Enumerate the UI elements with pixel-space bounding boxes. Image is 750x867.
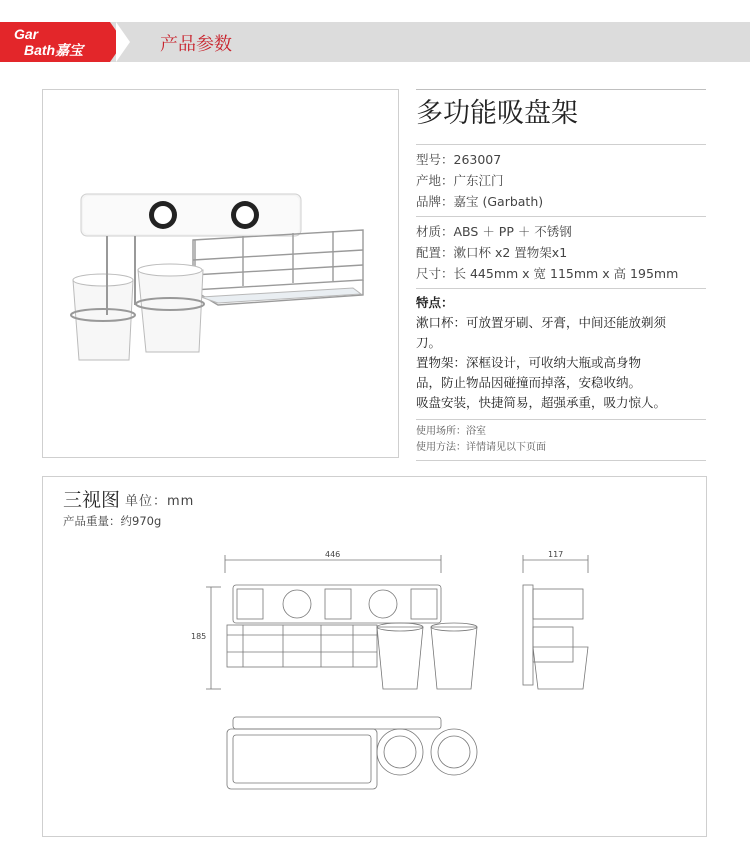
spec-origin: 产地：广东江门 — [416, 173, 504, 188]
usage-place: 使用场所：浴室 — [416, 426, 486, 437]
product-photo — [43, 90, 400, 459]
logo-text-bath: Bath嘉宝 — [24, 42, 84, 58]
divider — [416, 216, 706, 217]
spec-size: 尺寸：长 445mm x 宽 115mm x 高 195mm — [416, 266, 679, 281]
feature-line: 刀。 — [416, 335, 442, 350]
logo-text-gar: Gar — [14, 26, 39, 42]
feature-line: 品，防止物品因碰撞而掉落，安稳收纳。 — [416, 375, 642, 390]
logo-arrow-divider — [116, 22, 130, 62]
technical-drawing — [43, 477, 708, 838]
features-heading: 特点： — [416, 295, 454, 310]
garbath-logo — [0, 22, 110, 62]
spec-column — [416, 89, 706, 465]
feature-line: 漱口杯：可放置牙刷、牙膏，中间还能放剃须 — [416, 315, 667, 330]
spec-top-divider — [416, 89, 706, 90]
dim-width-label: 446 — [325, 550, 341, 559]
product-photo-panel — [42, 89, 399, 458]
usage-method: 使用方法：详情请见以下页面 — [416, 442, 546, 453]
spec-config: 配置：漱口杯 x2 置物架x1 — [416, 245, 568, 260]
three-view-panel — [42, 476, 707, 837]
section-title: 产品参数 — [160, 34, 232, 55]
divider — [416, 144, 706, 145]
weight-label: 产品重量：约970g — [63, 514, 162, 528]
feature-line: 置物架：深框设计，可收纳大瓶或高身物 — [416, 355, 642, 370]
dim-height-label: 185 — [191, 632, 207, 641]
divider — [416, 419, 706, 420]
spec-brand: 品牌：嘉宝 (Garbath) — [416, 194, 544, 209]
product-name: 多功能吸盘架 — [416, 98, 578, 129]
divider — [416, 288, 706, 289]
spec-material: 材质：ABS ＋ PP ＋ 不锈钢 — [416, 224, 572, 239]
unit-label: 单位：mm — [125, 494, 195, 509]
divider — [416, 460, 706, 461]
three-view-title: 三视图 — [63, 489, 121, 511]
page-header — [0, 22, 750, 62]
feature-line: 吸盘安装，快捷简易，超强承重，吸力惊人。 — [416, 395, 667, 410]
dim-depth-label: 117 — [548, 550, 564, 559]
spec-model: 型号：263007 — [416, 152, 502, 167]
